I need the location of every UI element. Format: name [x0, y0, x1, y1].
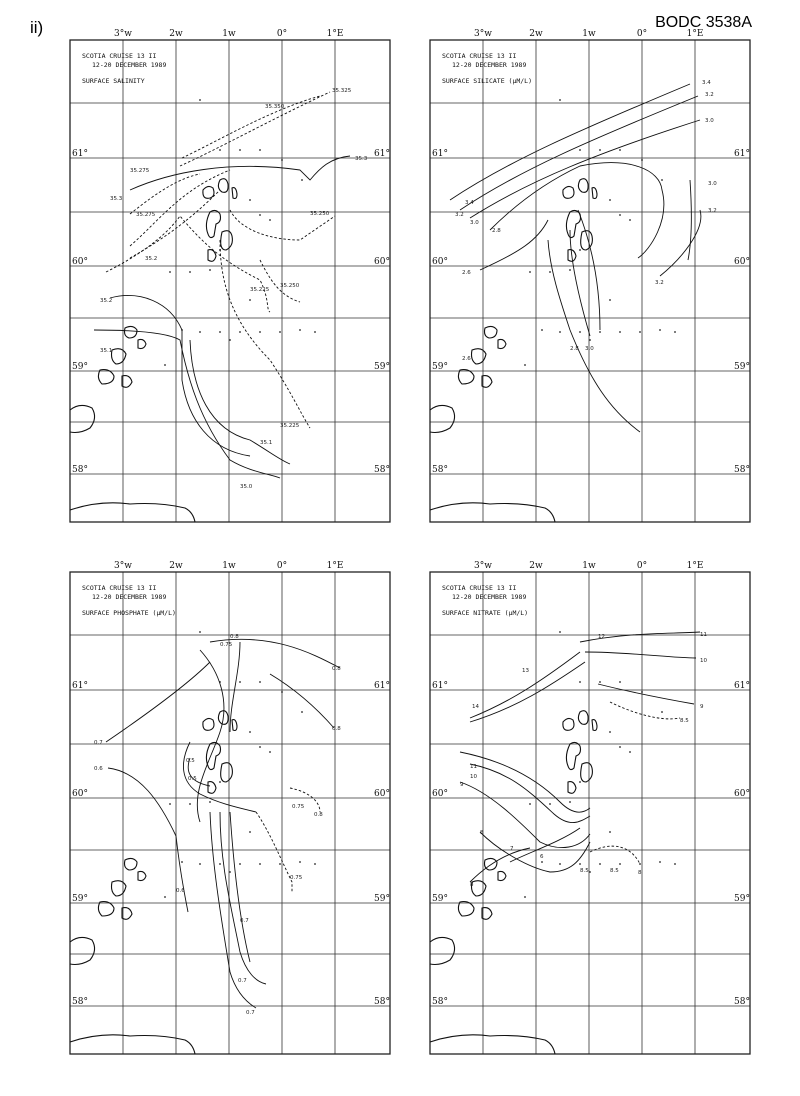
map-silicate [430, 29, 750, 522]
contour-line [450, 84, 690, 200]
contour-value-label: 35.225 [280, 423, 300, 429]
contour-labels [94, 634, 341, 1016]
lon-tick-label: 2w [169, 561, 183, 571]
contour-line [106, 662, 210, 742]
map-title: SURFACE NITRATE (µM/L) [442, 609, 529, 617]
lat-tick-label: 58° [72, 997, 88, 1007]
contour-value-label: 2.6 [462, 270, 471, 276]
lat-tick-label: 59° [374, 894, 390, 904]
contour-line [470, 848, 530, 882]
contour-line [585, 652, 696, 658]
contour-value-label: 12 [598, 634, 605, 640]
contour-value-label: 35.350 [265, 104, 285, 110]
page-label: ii) [30, 18, 44, 37]
lat-tick-label: 61° [734, 681, 750, 691]
lat-tick-label: 59° [734, 894, 750, 904]
lat-tick-label: 61° [432, 681, 448, 691]
contour-value-label: 3.0 [585, 346, 594, 352]
graticule [430, 40, 750, 522]
contour-value-label: 0.8 [230, 634, 239, 640]
contour-labels [455, 80, 717, 362]
contour-line [570, 230, 590, 336]
contour-value-label: 0.5 [188, 776, 197, 782]
lat-tick-label: 60° [432, 257, 448, 267]
contour-line [190, 340, 290, 464]
lon-tick-label: 1°E [326, 29, 344, 39]
map-title: SURFACE SILICATE (µM/L) [442, 77, 533, 85]
contour-value-label: 35.250 [280, 283, 300, 289]
lon-tick-label: 3°w [474, 561, 492, 571]
coastline [70, 179, 237, 522]
lat-tick-label: 61° [72, 149, 88, 159]
contour-value-label: 35.225 [250, 287, 270, 293]
contour-value-label: 3.2 [655, 280, 664, 286]
contour-value-label: 0.8 [332, 726, 341, 732]
contour-value-label: 3.4 [702, 80, 711, 86]
contour-line [130, 156, 350, 190]
station-dots [524, 631, 676, 898]
contour-lines [94, 92, 350, 478]
map-nitrate [430, 561, 750, 1054]
lon-tick-label: 1°E [326, 561, 344, 571]
date-label: 12-20 DECEMBER 1989 [92, 593, 167, 601]
lat-tick-label: 59° [734, 362, 750, 372]
contour-labels [460, 632, 707, 888]
lon-tick-label: 1w [582, 29, 596, 39]
lat-tick-label: 58° [374, 465, 390, 475]
contour-value-label: 35.2 [100, 298, 113, 304]
lon-tick-label: 2w [529, 561, 543, 571]
lat-tick-label: 59° [432, 894, 448, 904]
contour-line [270, 674, 334, 728]
lon-tick-label: 3°w [474, 29, 492, 39]
lat-tick-label: 59° [432, 362, 448, 372]
lat-tick-label: 61° [72, 681, 88, 691]
contour-value-label: 2.8 [492, 228, 501, 234]
map-salinity [70, 29, 390, 522]
contour-value-label: 11 [700, 632, 707, 638]
contour-value-label: 8.5 [580, 868, 589, 874]
contour-line [210, 812, 256, 1008]
lat-tick-label: 60° [734, 257, 750, 267]
contour-value-label: 10 [700, 658, 707, 664]
contour-value-label: 35.275 [130, 168, 150, 174]
contour-line [230, 642, 240, 732]
contour-value-label: 35.250 [310, 211, 330, 217]
contour-value-label: 0.7 [94, 740, 103, 746]
contour-value-label: 0.75 [220, 642, 233, 648]
contour-value-label: 35.3 [355, 156, 368, 162]
map-title: SURFACE PHOSPHATE (µM/L) [82, 609, 176, 617]
contour-line [480, 220, 548, 270]
contour-value-label: 35.1 [100, 348, 113, 354]
contour-value-label: 9 [460, 782, 464, 788]
contour-value-label: 3.2 [705, 92, 714, 98]
contour-line [598, 684, 694, 704]
contour-line [94, 330, 280, 478]
contour-value-label: 35.325 [332, 88, 352, 94]
contour-line [230, 812, 250, 962]
lat-tick-label: 59° [72, 362, 88, 372]
contour-value-label: 3.0 [470, 220, 479, 226]
contour-value-label: 0.8 [332, 666, 341, 672]
contour-line [182, 96, 320, 158]
contour-line [220, 240, 310, 428]
map-panel-nitrate [430, 561, 750, 1054]
coastline [430, 711, 597, 1054]
map-frame [70, 40, 390, 522]
map-phosphate [70, 561, 390, 1054]
contour-value-label: 0.75 [292, 804, 305, 810]
lat-tick-label: 61° [374, 681, 390, 691]
contour-value-label: 2.6 [462, 356, 471, 362]
contour-line [470, 652, 580, 718]
contour-line [256, 812, 292, 892]
contour-value-label: 3.2 [708, 208, 717, 214]
map-panel-silicate [430, 29, 750, 522]
contour-line [197, 650, 224, 822]
contour-value-label: 35.1 [260, 440, 273, 446]
lat-tick-label: 60° [72, 789, 88, 799]
contour-value-label: 3.4 [465, 200, 474, 206]
contour-value-label: 8 [480, 830, 484, 836]
lat-tick-label: 58° [432, 465, 448, 475]
contour-value-label: 0.6 [176, 888, 185, 894]
lat-tick-label: 59° [374, 362, 390, 372]
contour-line [510, 828, 580, 862]
station-dots [164, 631, 316, 898]
contour-value-label: 0.5 [186, 758, 195, 764]
date-label: 12-20 DECEMBER 1989 [92, 61, 167, 69]
contour-value-label: 8.5 [610, 868, 619, 874]
contour-lines [460, 632, 700, 882]
contour-line [548, 240, 640, 432]
station-dots [164, 99, 316, 366]
contour-value-label: 11 [470, 764, 477, 770]
lat-tick-label: 60° [374, 257, 390, 267]
lat-tick-label: 61° [734, 149, 750, 159]
date-label: 12-20 DECEMBER 1989 [452, 593, 527, 601]
contour-line [688, 180, 691, 260]
contour-line [130, 174, 200, 214]
contour-value-label: 0.6 [94, 766, 103, 772]
lon-tick-label: 2w [169, 29, 183, 39]
contour-line [220, 812, 266, 984]
lat-tick-label: 61° [432, 149, 448, 159]
lat-tick-label: 60° [374, 789, 390, 799]
lat-tick-label: 61° [374, 149, 390, 159]
map-panel-phosphate [70, 561, 390, 1054]
contour-value-label: 14 [472, 704, 479, 710]
lat-tick-label: 60° [432, 789, 448, 799]
lon-tick-label: 3°w [114, 29, 132, 39]
contour-value-label: 6 [540, 854, 544, 860]
cruise-label: SCOTIA CRUISE 13 II [442, 584, 517, 592]
cruise-label: SCOTIA CRUISE 13 II [442, 52, 517, 60]
contour-value-label: 9 [700, 704, 704, 710]
lon-tick-label: 1°E [686, 561, 704, 571]
lon-tick-label: 1w [222, 29, 236, 39]
contour-value-label: 8.5 [680, 718, 689, 724]
map-frame [430, 40, 750, 522]
contour-value-label: 8 [470, 882, 474, 888]
contour-lines [106, 639, 340, 1008]
lon-tick-label: 1°E [686, 29, 704, 39]
lat-tick-label: 60° [72, 257, 88, 267]
contour-value-label: 35.3 [110, 196, 123, 202]
contour-value-label: 8 [638, 870, 642, 876]
lon-tick-label: 2w [529, 29, 543, 39]
map-frame [430, 572, 750, 1054]
lat-tick-label: 58° [72, 465, 88, 475]
contour-value-label: 0.7 [240, 918, 249, 924]
date-label: 12-20 DECEMBER 1989 [452, 61, 527, 69]
lat-tick-label: 58° [374, 997, 390, 1007]
contour-value-label: 3.0 [705, 118, 714, 124]
document-id: BODC 3538A [655, 14, 752, 31]
graticule [430, 572, 750, 1054]
lon-tick-label: 0° [276, 29, 288, 39]
lat-tick-label: 60° [734, 789, 750, 799]
contour-value-label: 0.7 [238, 978, 247, 984]
contour-line [590, 846, 640, 864]
map-panel-salinity [70, 29, 390, 522]
contour-value-label: 35.0 [240, 484, 253, 490]
lon-tick-label: 0° [636, 29, 648, 39]
lon-tick-label: 0° [276, 561, 288, 571]
lon-tick-label: 3°w [114, 561, 132, 571]
lat-tick-label: 58° [432, 997, 448, 1007]
coastline [70, 711, 237, 1054]
map-title: SURFACE SALINITY [82, 77, 145, 85]
lon-tick-label: 1w [582, 561, 596, 571]
contour-value-label: 35.2 [145, 256, 158, 262]
contour-line [470, 120, 700, 218]
lat-tick-label: 59° [72, 894, 88, 904]
contour-value-label: 35.275 [136, 212, 156, 218]
contour-value-label: 0.8 [314, 812, 323, 818]
contour-value-label: 3.0 [708, 181, 717, 187]
lat-tick-label: 58° [734, 465, 750, 475]
contour-value-label: 0.75 [290, 875, 303, 881]
contour-value-label: 7 [510, 846, 514, 852]
contour-value-label: 2.8 [570, 346, 579, 352]
contour-value-label: 13 [522, 668, 529, 674]
cruise-label: SCOTIA CRUISE 13 II [82, 52, 157, 60]
graticule [70, 40, 390, 522]
contour-line [610, 702, 680, 719]
contour-line [130, 170, 230, 246]
contour-value-label: 3.2 [455, 212, 464, 218]
lon-tick-label: 1w [222, 561, 236, 571]
contour-value-label: 0.7 [246, 1010, 255, 1016]
cruise-label: SCOTIA CRUISE 13 II [82, 584, 157, 592]
contour-labels [100, 88, 368, 490]
contour-line [460, 782, 590, 848]
lat-tick-label: 58° [734, 997, 750, 1007]
contour-line [106, 216, 270, 312]
lon-tick-label: 0° [636, 561, 648, 571]
contour-value-label: 10 [470, 774, 477, 780]
